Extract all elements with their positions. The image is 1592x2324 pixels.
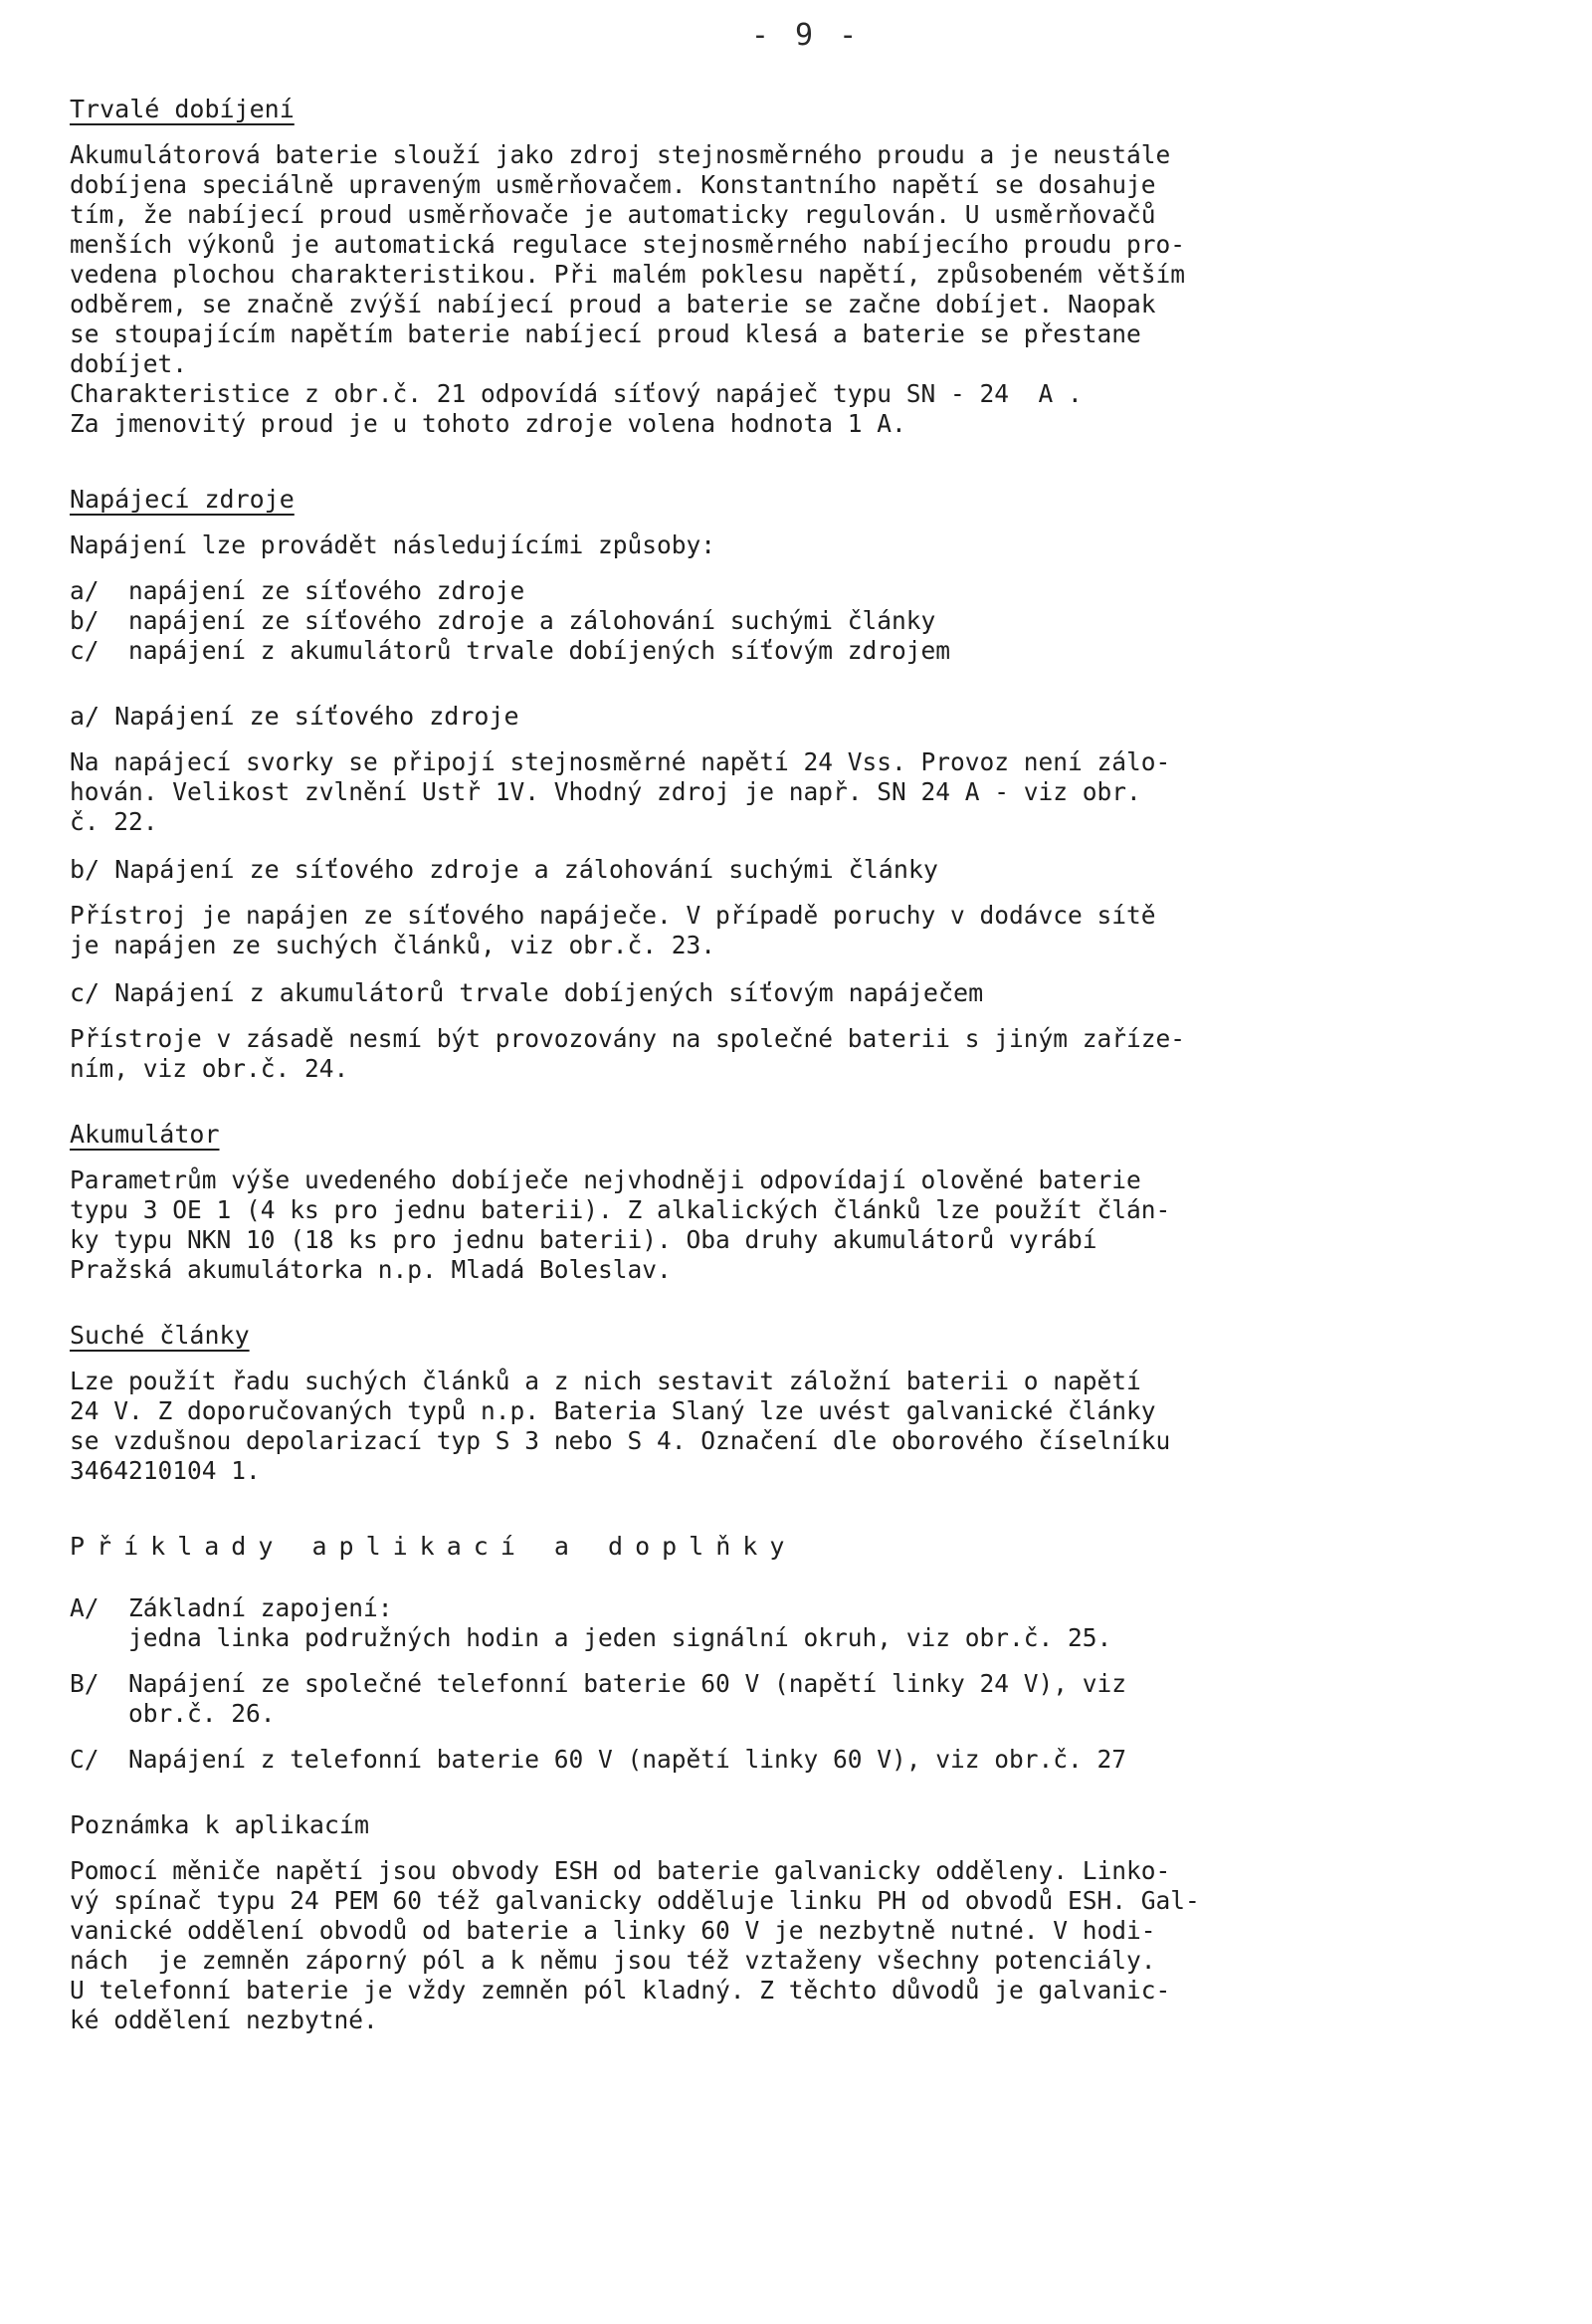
text-line: vedena plochou charakteristikou. Při malém poklesu napětí, způsobeném větším [70, 260, 1186, 289]
example-item: B/ Napájení ze společné telefonní baterie 60 V (napětí linky 24 V), viz [70, 1669, 1127, 1698]
text-line: typu 3 OE 1 (4 ks pro jednu baterii). Z alkalických článků lze použít člán- [70, 1195, 1171, 1224]
section-a [70, 700, 1542, 837]
text-line: tím, že nabíjecí proud usměrňovače je automaticky regulován. U usměrňovačů [70, 200, 1156, 229]
document-page [70, 18, 1542, 2035]
section-priklady [70, 1530, 1542, 1775]
text-line: odběrem, se značně zvýší nabíjecí proud a baterie se začne dobíjet. Naopak [70, 290, 1156, 318]
section-heading: Akumulátor [70, 1120, 220, 1149]
text-line: se stoupajícím napětím baterie nabíjecí proud klesá a baterie se přestane [70, 319, 1141, 348]
text-line: Parametrům výše uvedeného dobíječe nejvhodněji odpovídají olověné baterie [70, 1165, 1141, 1194]
text-line: Na napájecí svorky se připojí stejnosměrné napětí 24 Vss. Provoz není zálo- [70, 747, 1171, 776]
section-c [70, 976, 1542, 1084]
example-item: C/ Napájení z telefonní baterie 60 V (napětí linky 60 V), viz obr.č. 27 [70, 1745, 1127, 1774]
section-heading: Napájecí zdroje [70, 485, 295, 514]
text-line: nách je zemněn záporný pól a k němu jsou též vztaženy všechny potenciály. [70, 1946, 1156, 1975]
text-line: Přístroj je napájen ze síťového napáječe. V případě poruchy v dodávce sítě [70, 901, 1156, 930]
section-heading: Trvalé dobíjení [70, 95, 295, 123]
section-heading: Suché články [70, 1321, 250, 1350]
section-trvale-dobijeni [70, 93, 1542, 439]
text-line: hován. Velikost zvlnění Ustř 1V. Vhodný zdroj je např. SN 24 A - viz obr. [70, 777, 1141, 806]
text-line: menších výkonů je automatická regulace stejnosměrného nabíjecího proudu pro- [70, 230, 1186, 259]
text-line: Akumulátorová baterie slouží jako zdroj stejnosměrného proudu a je neustále [70, 140, 1171, 169]
option-item: a/ napájení ze síťového zdroje [70, 576, 525, 605]
text-line: č. 22. [70, 807, 158, 836]
example-item: A/ Základní zapojení: [70, 1593, 393, 1622]
text-line: je napájen ze suchých článků, viz obr.č. 23. [70, 931, 716, 959]
section-akumulator [70, 1118, 1542, 1285]
page-number: - 9 - [750, 18, 862, 53]
text-line: vý spínač typu 24 PEM 60 též galvanicky odděluje linku PH od obvodů ESH. Gal- [70, 1886, 1200, 1915]
text-line: dobíjet. [70, 349, 188, 378]
text-line: ky typu NKN 10 (18 ks pro jednu baterii). Oba druhy akumulátorů vyrábí [70, 1225, 1097, 1254]
section-napajeci-zdroje [70, 483, 1542, 666]
option-item: c/ napájení z akumulátorů trvale dobíjených síťovým zdrojem [70, 636, 951, 665]
example-item: obr.č. 26. [70, 1699, 276, 1728]
option-item: b/ napájení ze síťového zdroje a zálohování suchými články [70, 606, 936, 635]
example-item: jedna linka podružných hodin a jeden signální okruh, viz obr.č. 25. [70, 1623, 1112, 1652]
section-suche-clanky [70, 1319, 1542, 1486]
text-line: Pomocí měniče napětí jsou obvody ESH od baterie galvanicky odděleny. Linko- [70, 1856, 1171, 1885]
text-line: U telefonní baterie je vždy zemněn pól kladný. Z těchto důvodů je galvanic- [70, 1976, 1171, 2005]
text-line: ké oddělení nezbytné. [70, 2006, 378, 2034]
subsection-heading: c/ Napájení z akumulátorů trvale dobíjených síťovým napáječem [70, 978, 984, 1007]
text-line: 24 V. Z doporučovaných typů n.p. Bateria Slaný lze uvést galvanické články [70, 1396, 1156, 1425]
text-line: 3464210104 1. [70, 1456, 261, 1485]
text-line: vanické oddělení obvodů od baterie a linky 60 V je nezbytně nutné. V hodi- [70, 1916, 1156, 1945]
text-line: ním, viz obr.č. 24. [70, 1054, 349, 1083]
text-line: Charakteristice z obr.č. 21 odpovídá síťový napáječ typu SN - 24 A . [70, 379, 1083, 408]
text-line: Pražská akumulátorka n.p. Mladá Boleslav. [70, 1255, 672, 1284]
subsection-heading: a/ Napájení ze síťového zdroje [70, 702, 519, 731]
text-line: se vzdušnou depolarizací typ S 3 nebo S 4. Označení dle oborového číselníku [70, 1426, 1171, 1455]
text-line: Lze použít řadu suchých článků a z nich sestavit záložní baterii o napětí [70, 1367, 1141, 1395]
subsection-heading: b/ Napájení ze síťového zdroje a zálohování suchými články [70, 855, 938, 884]
text-line: dobíjena speciálně upraveným usměrňovačem. Konstantního napětí se dosahuje [70, 170, 1156, 199]
section-b [70, 853, 1542, 960]
section-poznamka [70, 1808, 1542, 2035]
text-line: Přístroje v zásadě nesmí být provozovány na společné baterii s jiným zaříze- [70, 1024, 1186, 1053]
section-heading: Poznámka k aplikacím [70, 1810, 370, 1839]
text-line: Za jmenovitý proud je u tohoto zdroje volena hodnota 1 A. [70, 409, 906, 438]
intro-line: Napájení lze provádět následujícími způsoby: [70, 530, 716, 559]
section-heading: Příklady aplikací a doplňky [70, 1532, 797, 1561]
